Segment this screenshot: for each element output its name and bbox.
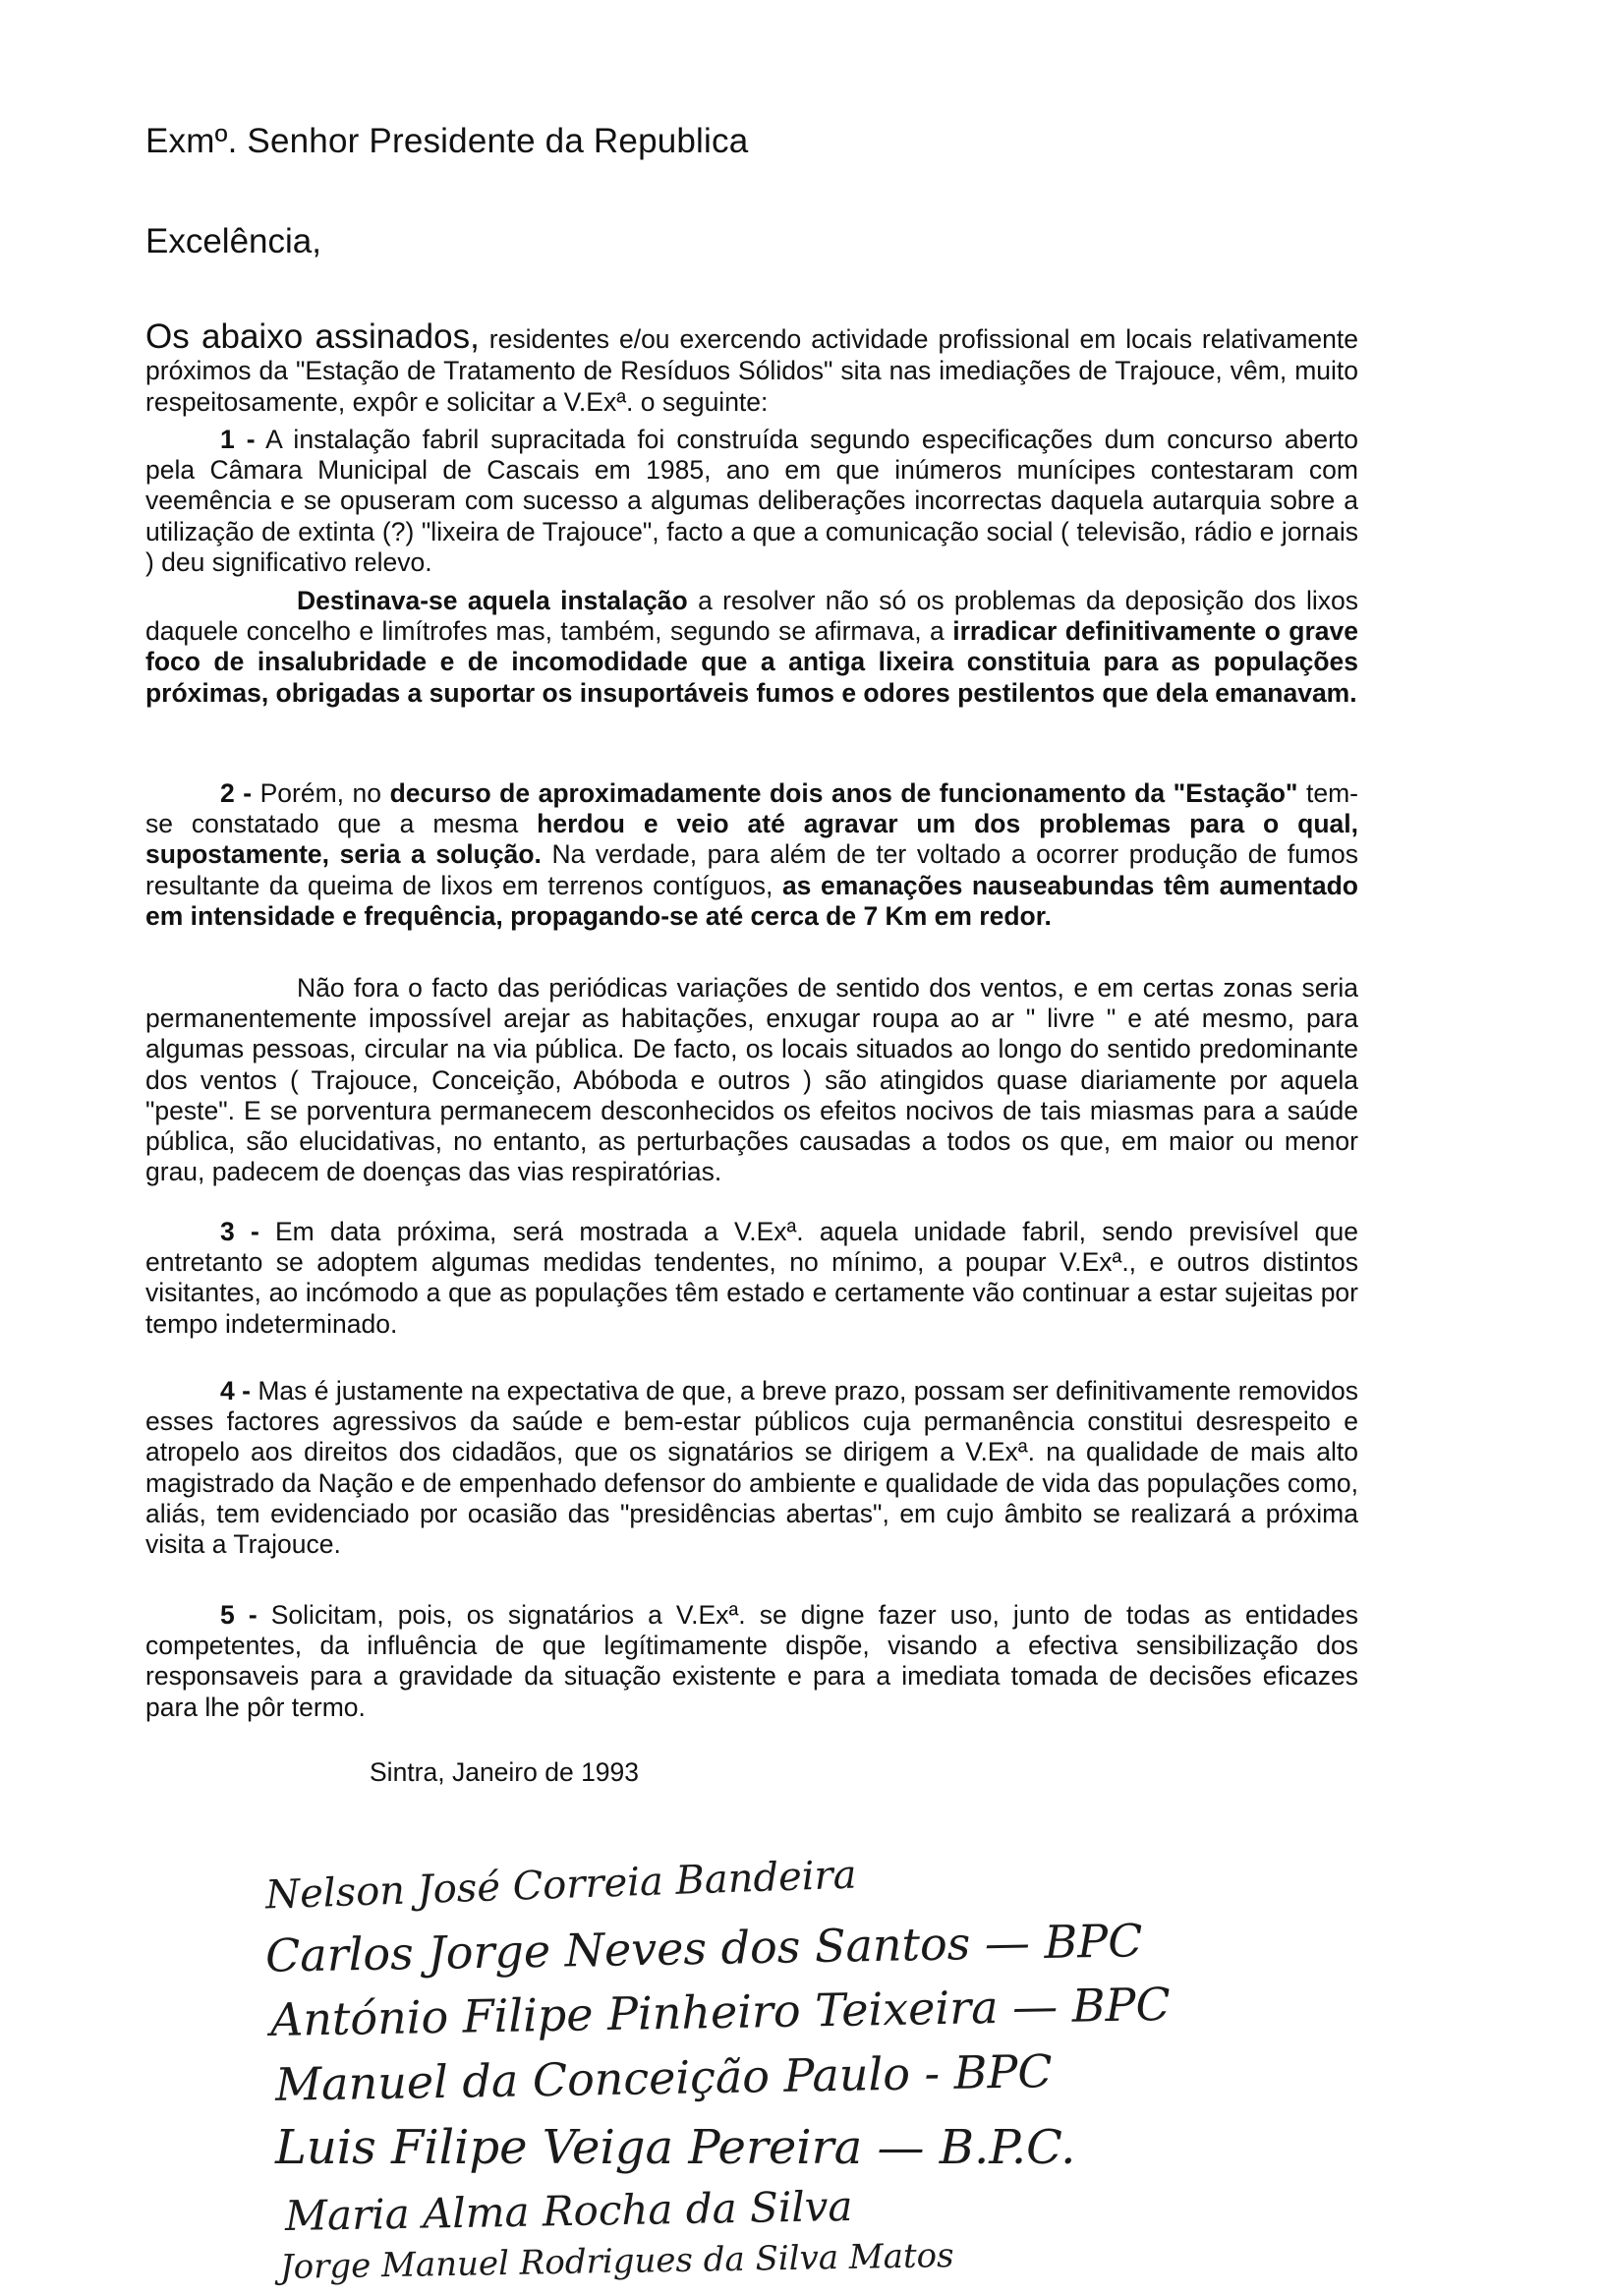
paragraph-1b-bold-1: Destinava-se aquela instalação: [297, 586, 688, 615]
signature-4: Manuel da Conceição Paulo - BPC: [274, 2044, 1054, 2111]
intro-lead: Os abaixo assinados,: [145, 316, 480, 356]
place-date: Sintra, Janeiro de 1993: [370, 1757, 640, 1787]
paragraph-5-number: 5 -: [220, 1600, 258, 1630]
paragraph-2-text-2: tem-se constatado que a mesma: [145, 778, 1358, 839]
signatures-block: [246, 1852, 1425, 2295]
paragraph-2-bold-3: as emanações nauseabundas têm aumentado em intensidade e frequência, propagando-se até cerca de 7 Km em redor.: [145, 870, 1358, 931]
intro-paragraph: [145, 316, 1358, 418]
addressee-line: Exmº. Senhor Presidente da Republica: [145, 122, 749, 160]
paragraph-3-number: 3 -: [220, 1217, 259, 1246]
paragraph-5-text: Solicitam, pois, os signatários a V.Exª. se digne fazer uso, junto de todas as entidades competentes, da influência de que legítimamente dispõe, visando a efectiva sensibilização dos responsaveis para a gravidade da situação existente e para a imediata tomada de decisões eficazes para lhe pôr termo.: [145, 1600, 1358, 1722]
paragraph-2: [145, 778, 1358, 932]
paragraph-2-text-3: Na verdade, para além de ter voltado a ocorrer produção de fumos resultante da queima de lixos em terrenos contíguos,: [145, 839, 1358, 900]
paragraph-1-number: 1 -: [220, 425, 256, 454]
paragraph-2-bold-1: decurso de aproximadamente dois anos de funcionamento da "Estação": [389, 778, 1298, 808]
signature-5: Luis Filipe Veiga Pereira — B.P.C.: [275, 2120, 1076, 2175]
paragraph-4-text: Mas é justamente na expectativa de que, a breve prazo, possam ser definitivamente removidos esses factores agressivos da saúde e bem-estar públicos cuja permanência constitui desrespeito e atropelo aos direitos dos cidadãos, que os signatários se dirigem a V.Exª. na qualidade de mais alto magistrado da Nação e de empenhado defensor do ambiente e qualidade de vida das populações como, aliás, tem evidenciado por ocasião das "presidências abertas", em cujo âmbito se realizará a próxima visita a Trajouce.: [145, 1376, 1358, 1560]
signature-2: Carlos Jorge Neves dos Santos — BPC: [264, 1914, 1143, 1982]
paragraph-5: [145, 1600, 1358, 1723]
paragraph-1b-text: a resolver não só os problemas da deposição dos lixos daquele concelho e limítrofes mas, também, segundo se afirmava, a: [145, 586, 1358, 647]
signature-3: António Filipe Pinheiro Teixeira — BPC: [269, 1978, 1172, 2046]
paragraph-1b: [145, 586, 1358, 709]
paragraph-4-number: 4 -: [220, 1376, 251, 1406]
paragraph-2-bold-2: herdou e veio até agravar um dos problemas para o qual, supostamente, seria a solução.: [145, 809, 1358, 870]
paragraph-2-text-1: Porém, no: [252, 778, 390, 808]
paragraph-2-number: 2 -: [220, 778, 253, 808]
signature-6: Maria Alma Rocha da Silva: [284, 2181, 853, 2241]
paragraph-1: [145, 425, 1358, 578]
paragraph-3-text: Em data próxima, será mostrada a V.Exª. aquela unidade fabril, sendo previsível que entretanto se adoptem algumas medidas tendentes, no mínimo, a poupar V.Exª., e outros distintos visitantes, ao incómodo a que as populações têm estado e certamente vão continuar a estar sujeitas por tempo indeterminado.: [145, 1217, 1358, 1339]
paragraph-2b: [145, 973, 1358, 1187]
paragraph-1-text: A instalação fabril supracitada foi construída segundo especificações dum concurso aberto pela Câmara Municipal de Cascais em 1985, ano em que inúmeros munícipes contestaram com veemência e se opuseram com sucesso a algumas deliberações incorrectas daquela autarquia sobre a utilização de extinta (?) "lixeira de Trajouce", facto a que a comunicação social ( televisão, rádio e jornais ) deu significativo relevo.: [145, 425, 1358, 577]
signature-1: Nelson José Correia Bandeira: [264, 1852, 858, 1919]
signature-7: Jorge Manuel Rodrigues da Silva Matos: [279, 2236, 954, 2287]
paragraph-4: [145, 1376, 1358, 1560]
salutation: Excelência,: [145, 222, 321, 260]
paragraph-2b-text: Não fora o facto das periódicas variações de sentido dos ventos, e em certas zonas seria permanentemente impossível arejar as habitações, enxugar roupa ao ar " livre " e até mesmo, para algumas pessoas, circular na via pública. De facto, os locais situados ao longo do sentido predominante dos ventos ( Trajouce, Conceição, Abóboda e outros ) são atingidos quase diariamente por aquela "peste". E se porventura permanecem desconhecidos os efeitos nocivos de tais miasmas para a saúde pública, são elucidativas, no entanto, as perturbações causadas a todos os que, em maior ou menor grau, padecem de doenças das vias respiratórias.: [145, 973, 1358, 1187]
paragraph-1b-bold-2: irradicar definitivamente o grave foco de insalubridade e de incomodidade que a antiga lixeira constituia para as populações próximas, obrigadas a suportar os insuportáveis fumos e odores pestilentos que dela emanavam.: [145, 616, 1358, 708]
intro-text: residentes e/ou exercendo actividade profissional em locais relativamente próximos da "Estação de Tratamento de Resíduos Sólidos" sita nas imediações de Trajouce, vêm, muito respeitosamente, expôr e solicitar a V.Exª. o seguinte:: [145, 323, 1358, 417]
paragraph-3: [145, 1217, 1358, 1340]
